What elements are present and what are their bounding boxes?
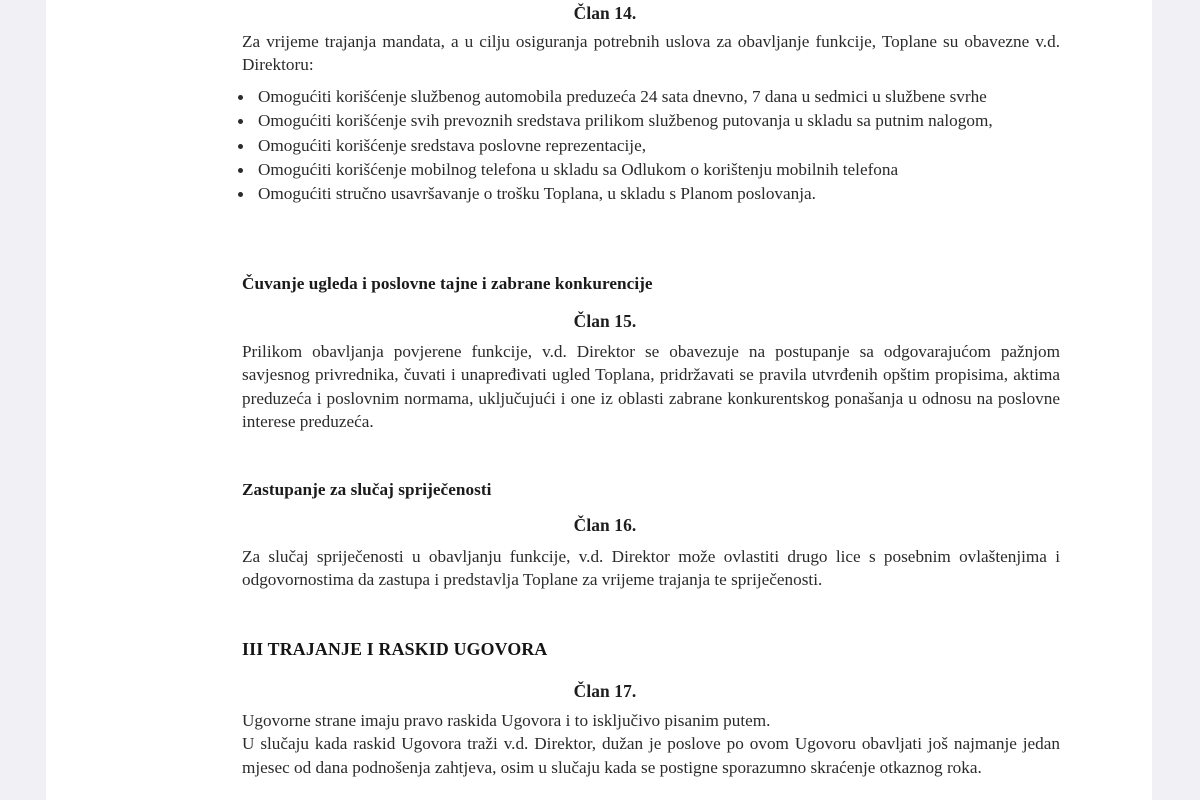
article-15-block (196, 310, 1014, 334)
article-17-block (196, 680, 1014, 704)
list-item: Omogućiti korišćenje mobilnog telefona u skladu sa Odlukom o korištenju mobilnih telefona (196, 158, 1060, 181)
section-reputation-block (242, 272, 1060, 295)
article-14-block (196, 2, 1014, 26)
article-17-paragraph-block (242, 709, 1060, 779)
article-14-intro-paragraph: Za vrijeme trajanja mandata, a u cilju osiguranja potrebnih uslova za obavljanje funkcije, Toplane su obavezne v.d. Direktoru: (242, 32, 1060, 75)
article-15-paragraph-block (242, 340, 1060, 433)
article-16-paragraph-block (242, 545, 1060, 592)
section-representation-heading: Zastupanje za slučaj spriječenosti (242, 480, 492, 499)
article-15-paragraph: Prilikom obavljanja povjerene funkcije, v.d. Direktor se obavezuje na postupanje sa odgovarajućom pažnjom savjesnog privrednika, čuvati i unapređivati ugled Toplana, pridržavati se pravila utvrđenih opštim propisima, aktima preduzeća i poslovnim normama, uključujući i one iz oblasti zabrane konkurentskog ponašanja u odnosu na poslovne interese preduzeća. (242, 342, 1060, 431)
article-17-heading: Član 17. (573, 681, 637, 701)
list-item: Omogućiti korišćenje sredstava poslovne reprezentacije, (196, 134, 1060, 157)
article-16-block (196, 514, 1014, 538)
section-duration-heading: III TRAJANJE I RASKID UGOVORA (242, 639, 548, 659)
document-page (46, 0, 1152, 800)
article-14-obligations-block (196, 85, 1060, 206)
article-14-bullet-list (196, 85, 1060, 205)
list-item: Omogućiti korišćenje svih prevoznih sredstava prilikom službenog putovanja u skladu sa putnim nalogom, (196, 109, 1060, 132)
article-16-paragraph: Za slučaj spriječenosti u obavljanju funkcije, v.d. Direktor može ovlastiti drugo lice s posebnim ovlaštenjima i odgovornostima da zastupa i predstavlja Toplane za vrijeme trajanja te spriječenosti. (242, 547, 1060, 590)
article-17-paragraph-2: U slučaju kada raskid Ugovora traži v.d. Direktor, dužan je poslove po ovom Ugovoru obavljati još najmanje jedan mjesec od dana podnošenja zahtjeva, osim u slučaju kada se postigne sporazumno skraćenje otkaznog roka. (242, 734, 1060, 777)
list-item: Omogućiti stručno usavršavanje o trošku Toplana, u skladu s Planom poslovanja. (196, 182, 1060, 205)
section-reputation-heading: Čuvanje ugleda i poslovne tajne i zabrane konkurencije (242, 274, 653, 293)
article-14-heading: Član 14. (573, 3, 637, 23)
article-14-intro-block (242, 30, 1060, 77)
article-17-paragraph-1: Ugovorne strane imaju pravo raskida Ugovora i to isključivo pisanim putem. (242, 711, 771, 730)
section-duration-block (242, 637, 1060, 661)
list-item: Omogućiti korišćenje službenog automobila preduzeća 24 sata dnevno, 7 dana u sedmici u službene svrhe (196, 85, 1060, 108)
article-16-heading: Član 16. (573, 515, 637, 535)
article-15-heading: Član 15. (573, 311, 637, 331)
section-representation-block (242, 478, 1060, 501)
